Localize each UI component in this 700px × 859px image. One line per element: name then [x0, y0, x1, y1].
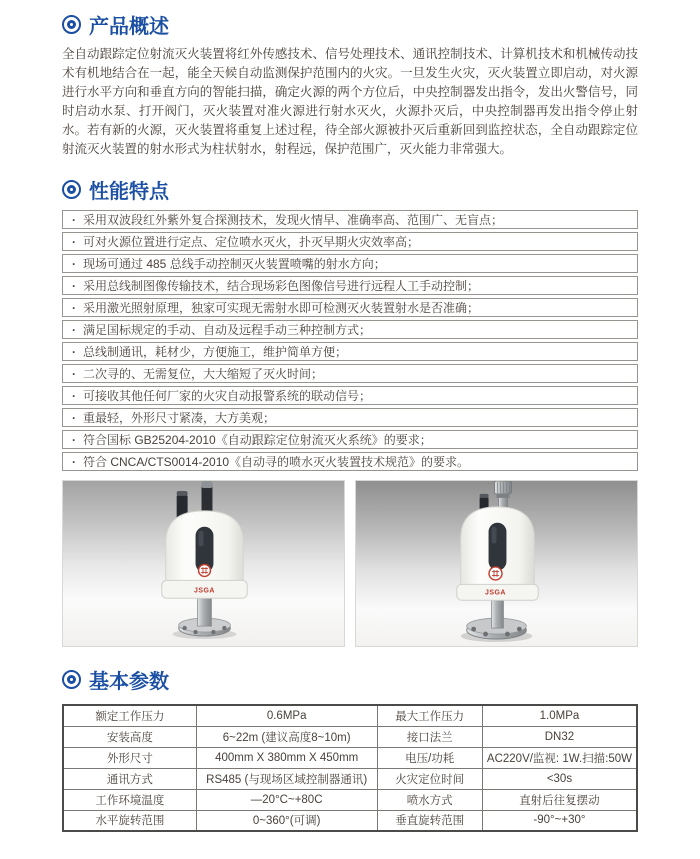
section-marker-icon — [62, 670, 81, 689]
param-value: 6~22m (建议高度8~10m) — [196, 726, 377, 747]
feature-item: · 符合国标 GB25204-2010《自动跟踪定位射流灭火系统》的要求； — [62, 430, 638, 449]
param-label: 额定工作压力 — [63, 705, 196, 726]
section-title: 性能特点 — [89, 180, 169, 203]
feature-item: · 采用双波段红外紫外复合探测技术，发现火情早、准确率高、范围广、无盲点； — [62, 210, 638, 229]
section-heading — [62, 175, 638, 203]
section-heading — [62, 665, 638, 693]
product-photo-2 — [355, 480, 638, 647]
feature-item: · 符合 CNCA/CTS0014-2010《自动寻的喷水灭火装置技术规范》的要求。 — [62, 452, 638, 471]
param-value: -90°~+30° — [482, 810, 637, 831]
param-label: 喷水方式 — [377, 789, 482, 810]
nozzle-cap-icon — [495, 481, 512, 494]
overview-paragraph: 全自动跟踪定位射流灭火装置将红外传感技术、信号处理技术、通讯控制技术、计算机技术和机械传动技术有机地结合在一起，能全天候自动监测保护范围内的火灾。一旦发生火灾，灭火装置立即启动，对火源进行水平方向和垂直方向的智能扫描，确定火源的两个方位后，中央控制器发出指令，发出火警信号，同时启动水泵、打开阀门，灭火装置对准火源进行射水灭火，火源扑灭后，中央控制器再发出指令停止射水。若有新的火源，灭火装置将重复上述过程，待全部火源被扑灭后重新回到监控状态，全自动跟踪定位射流灭火装置的射水形式为柱状射水，射程远，保护范围广，灭火能力非常强大。 — [62, 47, 638, 156]
section-marker-icon — [62, 180, 81, 199]
feature-item: · 满足国标规定的手动、自动及远程手动三种控制方式； — [62, 320, 638, 339]
feature-list — [62, 210, 638, 471]
param-value: 1.0MPa — [482, 705, 637, 726]
section-heading — [62, 10, 638, 38]
section-basic-parameters — [62, 665, 638, 832]
param-label: 垂直旋转范围 — [377, 810, 482, 831]
param-value: DN32 — [482, 726, 637, 747]
section-product-overview — [62, 0, 638, 159]
section-gallery — [62, 480, 638, 647]
fire-suppression-device-illustration — [63, 481, 345, 646]
param-label: 水平旋转范围 — [63, 810, 196, 831]
param-value: 400mm X 380mm X 450mm — [196, 747, 377, 768]
param-label: 接口法兰 — [377, 726, 482, 747]
brand-label: JSGA — [194, 587, 215, 595]
parameters-table — [62, 704, 638, 832]
camera-window — [489, 523, 507, 571]
table-row — [63, 768, 637, 789]
section-title: 基本参数 — [89, 670, 169, 693]
table-row — [63, 705, 637, 726]
feature-item: · 采用总线制图像传输技术，结合现场彩色图像信号进行远程人工手动控制； — [62, 276, 638, 295]
section-title: 产品概述 — [89, 15, 169, 38]
table-row — [63, 789, 637, 810]
param-label: 工作环境温度 — [63, 789, 196, 810]
param-value: 0~360°(可调) — [196, 810, 377, 831]
fire-suppression-device-illustration — [356, 481, 638, 646]
param-value: —20°C~+80C — [196, 789, 377, 810]
feature-item: · 可对火源位置进行定点、定位喷水灭火，扑灭早期火灾效率高； — [62, 232, 638, 251]
product-photo-1 — [62, 480, 345, 647]
param-label: 火灾定位时间 — [377, 768, 482, 789]
param-value: RS485 (与现场区域控制器通讯) — [196, 768, 377, 789]
feature-item: · 总线制通讯，耗材少，方便施工，维护简单方便； — [62, 342, 638, 361]
feature-item: · 采用激光照射原理，独家可实现无需射水即可检测灭火装置射水是否准确； — [62, 298, 638, 317]
brand-emblem-icon — [489, 567, 502, 580]
param-label: 通讯方式 — [63, 768, 196, 789]
table-row — [63, 747, 637, 768]
param-label: 外形尺寸 — [63, 747, 196, 768]
param-value: AC220V/监视: 1W.扫描:50W — [482, 747, 637, 768]
feature-item: · 二次寻的、无需复位，大大缩短了灭火时间； — [62, 364, 638, 383]
param-label: 安装高度 — [63, 726, 196, 747]
feature-item: · 重最轻，外形尺寸紧凑，大方美观； — [62, 408, 638, 427]
table-row — [63, 810, 637, 831]
param-value: <30s — [482, 768, 637, 789]
feature-item: · 现场可通过 485 总线手动控制灭火装置喷嘴的射水方向； — [62, 254, 638, 273]
param-value: 0.6MPa — [196, 705, 377, 726]
param-label: 最大工作压力 — [377, 705, 482, 726]
section-marker-icon — [62, 15, 81, 34]
brand-label: JSGA — [485, 589, 506, 597]
section-features — [62, 175, 638, 471]
mount-pole — [492, 596, 504, 628]
param-label: 电压/功耗 — [377, 747, 482, 768]
brand-emblem-icon — [199, 564, 211, 576]
param-value: 直射后往复摆动 — [482, 789, 637, 810]
table-row — [63, 726, 637, 747]
feature-item: · 可接收其他任何厂家的火灾自动报警系统的联动信号； — [62, 386, 638, 405]
